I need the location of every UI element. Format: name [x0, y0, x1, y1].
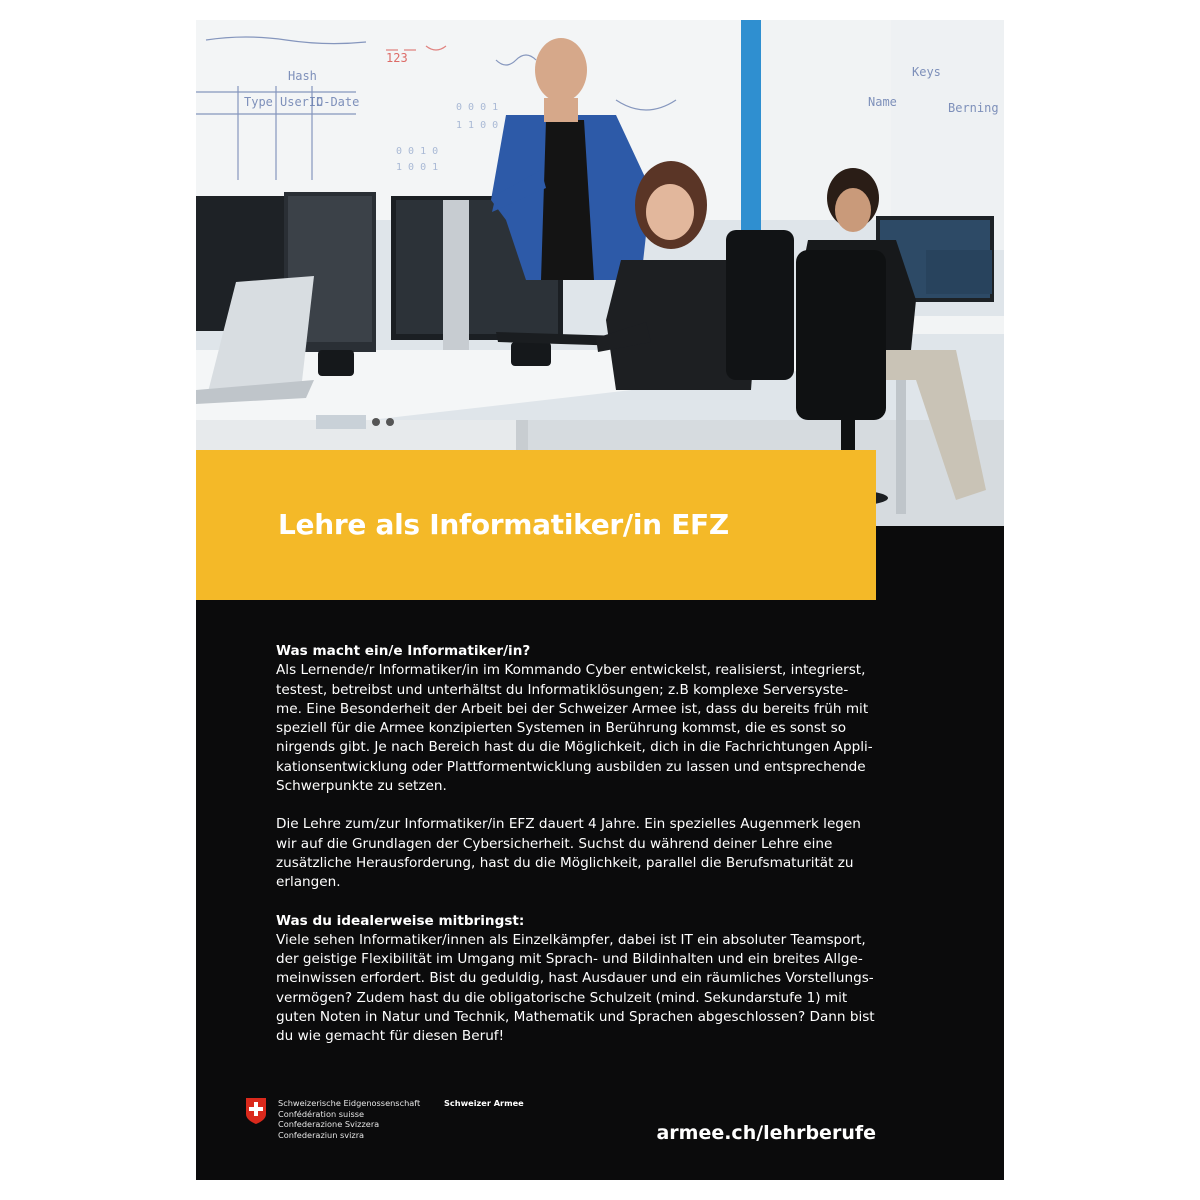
section-heading-requirements: Was du idealerweise mitbringst: [276, 912, 525, 929]
whiteboard-text-123: 123 [386, 51, 408, 65]
text-line: testest, betreibst und unterhältst du Informatiklösungen; z.B komplexe Serversyste- [276, 681, 849, 698]
svg-text:1 0 0 1: 1 0 0 1 [396, 162, 439, 173]
army-name: Schweizer Armee [444, 1098, 524, 1108]
federation-name-de: Schweizerische Eidgenossenschaft [278, 1098, 421, 1108]
page-title: Lehre als Informatiker/in EFZ [278, 508, 729, 541]
svg-text:0 0 1 0: 0 0 1 0 [396, 146, 439, 157]
website-link[interactable]: armee.ch/lehrberufe [656, 1122, 876, 1144]
text-line: Als Lernende/r Informatiker/in im Kommando Cyber entwickelst, realisierst, integrierst, [276, 662, 866, 679]
whiteboard-text-name: Name [868, 95, 897, 109]
whiteboard-text-cdate: C-Date [316, 95, 360, 109]
federation-name-rm: Confederaziun svizra [278, 1129, 365, 1140]
federation-name-it: Confederazione Svizzera [278, 1119, 380, 1130]
federation-name-fr: Confédération suisse [278, 1108, 365, 1119]
text-line: Viele sehen Informatiker/innen als Einzelkämpfer, dabei ist IT ein absoluter Teamsport, [276, 931, 866, 948]
text-line: me. Eine Besonderheit der Arbeit bei der Schweizer Armee ist, dass du bereits früh mit [276, 700, 869, 717]
federation-names [278, 1098, 420, 1140]
text-line: erlangen. [276, 874, 341, 891]
svg-text:1 1 0 0: 1 1 0 0 [456, 120, 499, 131]
text-line: zusätzliche Herausforderung, hast du die Möglichkeit, parallel die Berufsmaturität zu [276, 854, 854, 871]
text-line: speziell für die Armee konzipierten Systemen in Berührung kommst, die es sonst so [276, 720, 847, 737]
text-line: du wie gemacht für diesen Beruf! [276, 1028, 505, 1045]
text-line: guten Noten in Natur und Technik, Mathematik und Sprachen abgeschlossen? Dann bist [276, 1009, 875, 1026]
text-line: kationsentwicklung oder Plattformentwicklung ausbilden zu lassen und entsprechende [276, 758, 866, 775]
paragraph-gap [276, 893, 876, 912]
text-line: vermögen? Zudem hast du die obligatorische Schulzeit (mind. Sekundarstufe 1) mit [276, 989, 848, 1006]
footer [196, 1090, 1004, 1170]
title-banner [196, 450, 876, 600]
whiteboard-text-berning: Berning [948, 101, 999, 115]
body-text [276, 642, 876, 1047]
whiteboard-text-userid: UserID [280, 95, 324, 109]
text-line: wir auf die Grundlagen der Cybersicherheit. Suchst du während deiner Lehre eine [276, 835, 833, 852]
text-line: Schwerpunkte zu setzen. [276, 778, 447, 795]
text-line: meinwissen erfordert. Bist du geduldig, hast Ausdauer und ein räumliches Vorstellungs- [276, 970, 874, 987]
text-line: Die Lehre zum/zur Informatiker/in EFZ dauert 4 Jahre. Ein spezielles Augenmerk legen [276, 816, 861, 833]
poster [196, 20, 1004, 1180]
text-line: nirgends gibt. Je nach Bereich hast du die Möglichkeit, dich in die Fachrichtungen Appli- [276, 739, 873, 756]
text-line: der geistige Flexibilität im Umgang mit Sprach- und Bildinhalten und ein breites Allge- [276, 951, 863, 968]
paragraph-gap [276, 796, 876, 815]
whiteboard-text-hash: Hash [288, 69, 317, 83]
swiss-flag-icon [244, 1098, 268, 1124]
svg-text:0 0 0 1: 0 0 0 1 [456, 102, 499, 113]
section-heading-what: Was macht ein/e Informatiker/in? [276, 643, 531, 659]
whiteboard-text-keys: Keys [912, 65, 941, 79]
whiteboard-text-type: Type [244, 95, 273, 109]
